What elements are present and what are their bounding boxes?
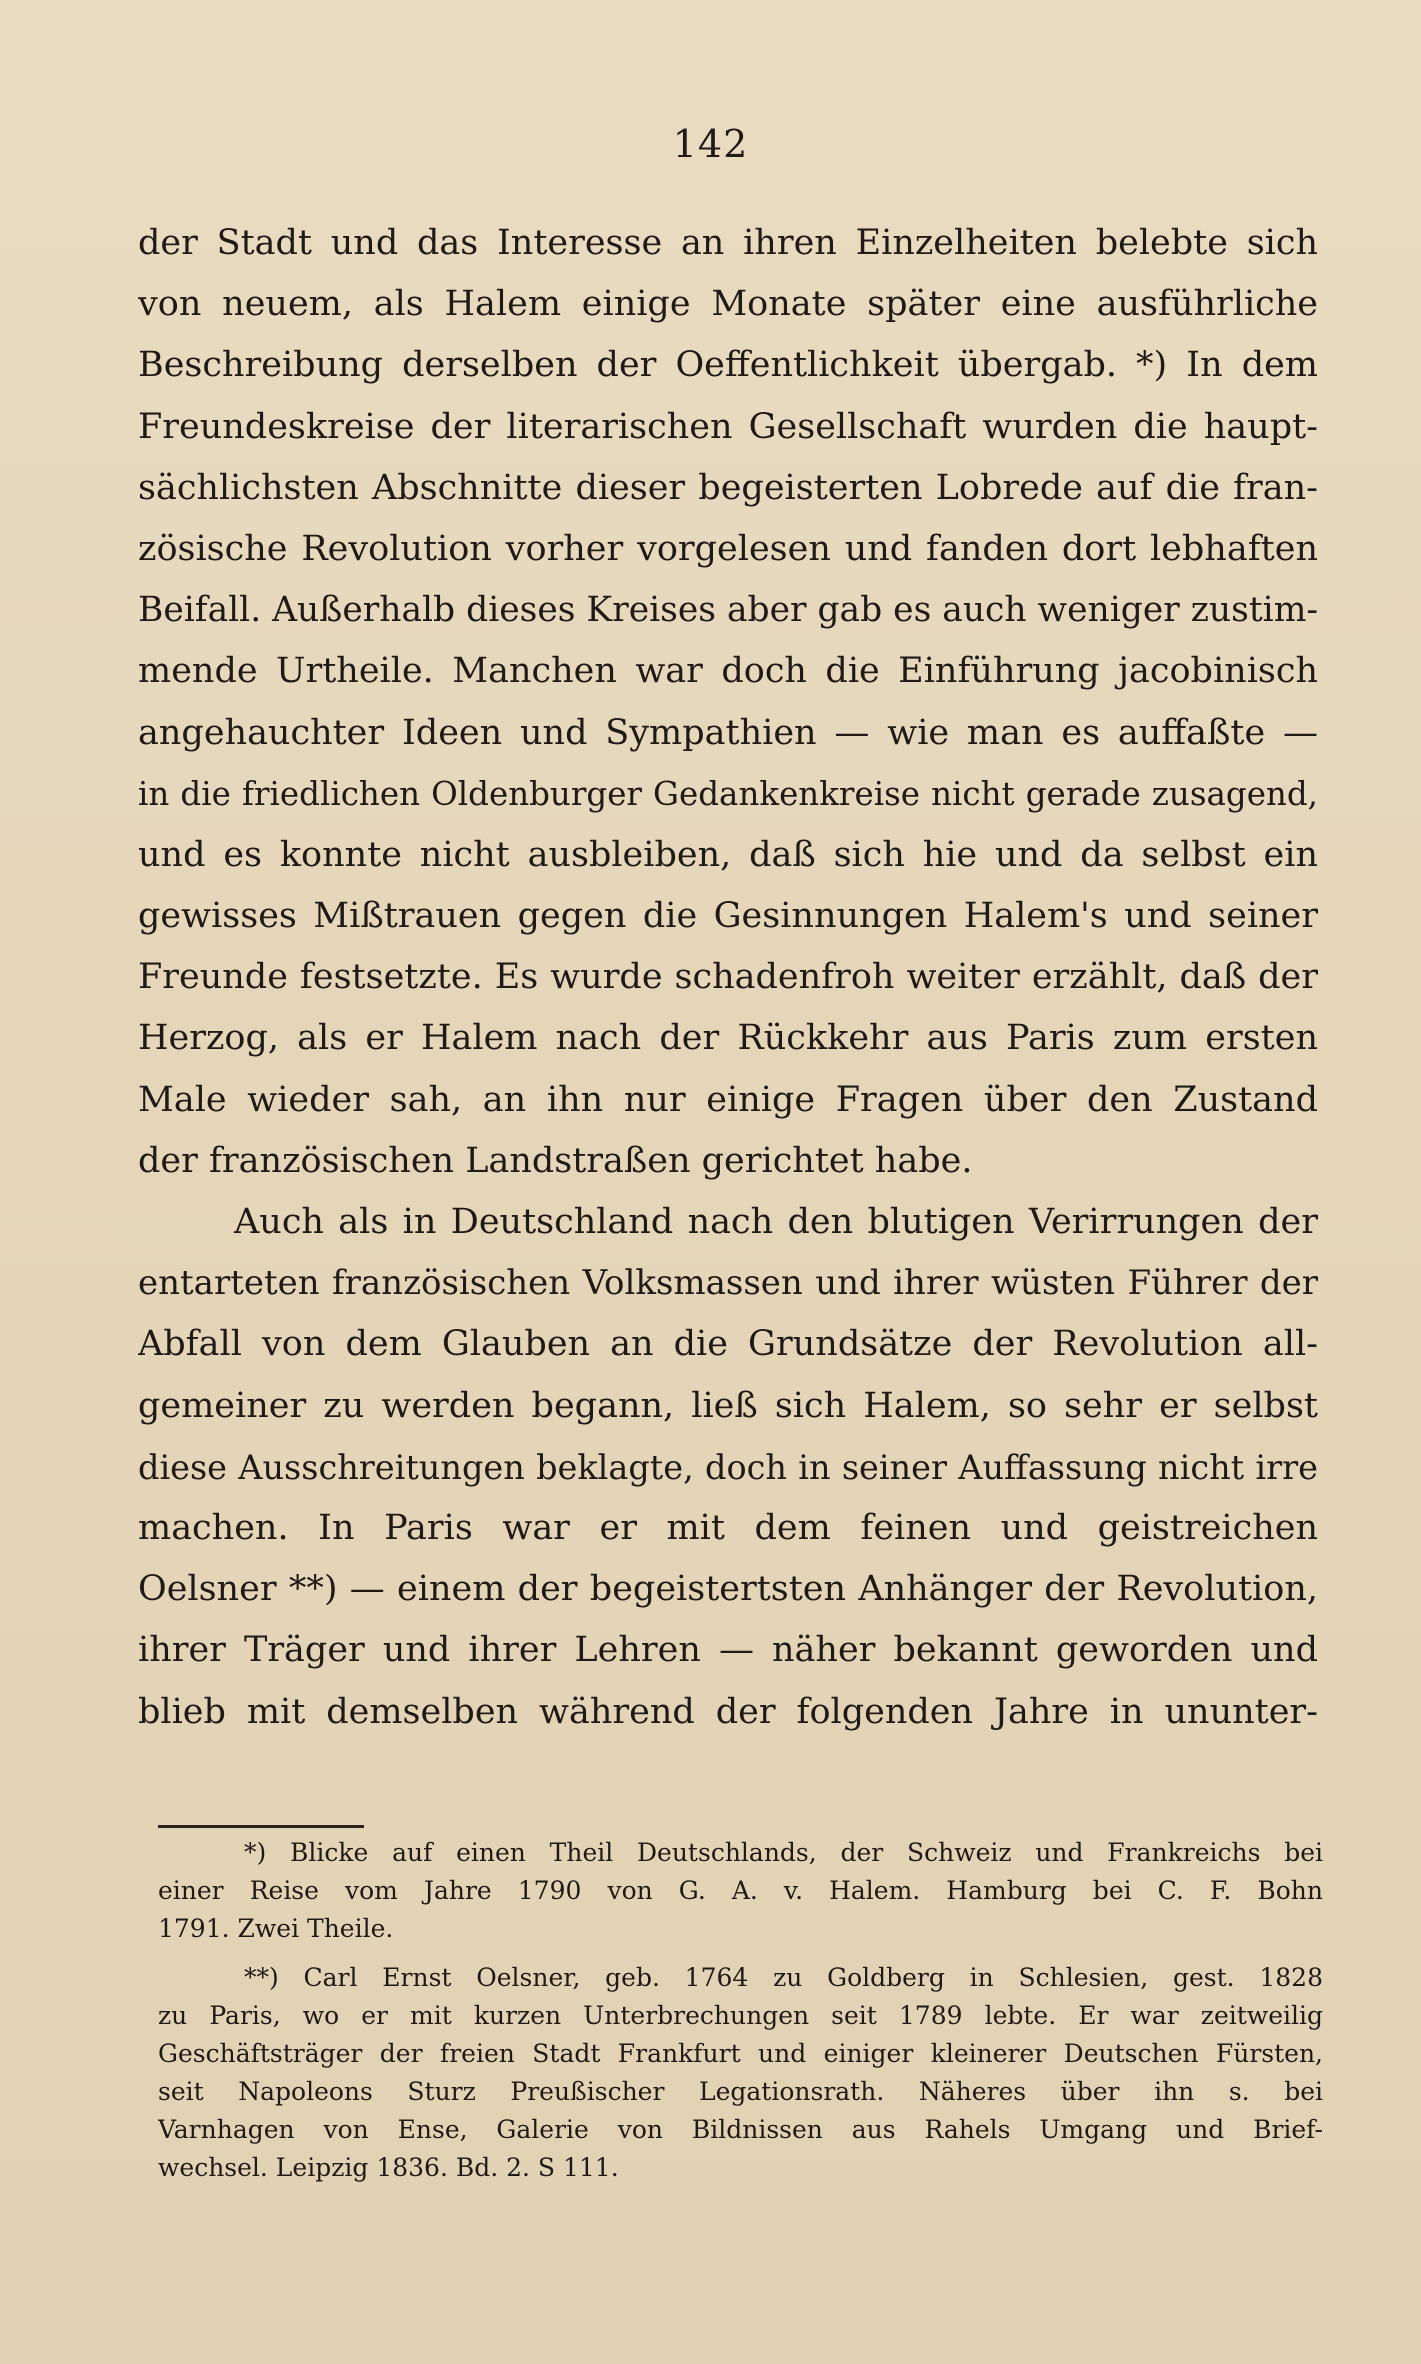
text-line: gewisses Mißtrauen gegen die Gesinnungen Halem's und seiner [138,896,1318,937]
text-line: von neuem, als Halem einige Monate später eine ausführliche [138,284,1318,325]
text-line: machen. In Paris war er mit dem feinen und geistreichen [138,1507,1318,1548]
text-line: und es konnte nicht ausbleiben, daß sich hie und da selbst ein [138,834,1318,875]
text-line: Abfall von dem Glauben an die Grundsätze der Revolution all- [138,1324,1318,1365]
text-line: gemeiner zu werden begann, ließ sich Halem, so sehr er selbst [138,1385,1318,1426]
text-line: der Stadt und das Interesse an ihren Einzelheiten belebte sich [138,223,1318,263]
text-line: blieb mit demselben während der folgenden Jahre in ununter- [138,1691,1318,1732]
page-number: 142 [672,122,749,166]
text-line: entarteten französischen Volksmassen und ihrer wüsten Führer der [138,1263,1318,1304]
footnote-line: einer Reise vom Jahre 1790 von G. A. v. Halem. Hamburg bei C. F. Bohn [158,1876,1323,1905]
footnotes [158,1823,1323,2187]
text-line: ihrer Träger und ihrer Lehren — näher bekannt geworden und [138,1630,1318,1671]
text-line: Freunde festsetzte. Es wurde schadenfroh weiter erzählt, daß der [138,957,1318,998]
footnote-1 [158,1834,1323,1948]
footnote-line: zu Paris, wo er mit kurzen Unterbrechungen seit 1789 lebte. Er war zeitweilig [158,2001,1323,2030]
footnote-line: Geschäftsträger der freien Stadt Frankfurt und einiger kleinerer Deutschen Fürsten, [158,2039,1323,2068]
text-line: zösische Revolution vorher vorgelesen und fanden dort lebhaften [138,528,1318,569]
paragraph-start-line: Auch als in Deutschland nach den blutigen Verirrungen der [234,1202,1318,1242]
text-line: Beschreibung derselben der Oeffentlichkeit übergab. *) In dem [138,345,1318,386]
text-line: diese Ausschreitungen beklagte, doch in seiner Auffassung nicht irre [138,1447,1318,1487]
main-text [138,213,1318,1743]
footnote-line: wechsel. Leipzig 1836. Bd. 2. S 111. [158,2153,619,2182]
footnote-2 [158,1959,1323,2187]
text-line: Male wieder sah, an ihn nur einige Fragen über den Zustand [138,1079,1318,1120]
text-line: mende Urtheile. Manchen war doch die Einführung jacobinisch [138,651,1318,692]
text-line: sächlichsten Abschnitte dieser begeisterten Lobrede auf die fran- [138,467,1318,508]
footnote-line: **) Carl Ernst Oelsner, geb. 1764 zu Goldberg in Schlesien, gest. 1828 [244,1963,1323,1992]
text-line: Freundeskreise der literarischen Gesellschaft wurden die haupt- [138,406,1318,447]
footnote-line: Varnhagen von Ense, Galerie von Bildnissen aus Rahels Umgang und Brief- [158,2115,1323,2144]
text-line: in die friedlichen Oldenburger Gedankenkreise nicht gerade zusagend, [138,774,1318,813]
footnote-line: seit Napoleons Sturz Preußischer Legationsrath. Näheres über ihn s. bei [158,2077,1323,2106]
text-line: Oelsner **) — einem der begeistertsten Anhänger der Revolution, [138,1569,1318,1610]
text-line: angehauchter Ideen und Sympathien — wie man es auffaßte — [138,712,1318,753]
text-line: der französischen Landstraßen gerichtet habe. [138,1140,973,1181]
text-line: Beifall. Außerhalb dieses Kreises aber gab es auch weniger zustim- [138,590,1318,631]
footnote-line: *) Blicke auf einen Theil Deutschlands, der Schweiz und Frankreichs bei [244,1838,1323,1867]
footnote-line: 1791. Zwei Theile. [158,1914,394,1943]
text-line: Herzog, als er Halem nach der Rückkehr aus Paris zum ersten [138,1018,1318,1059]
